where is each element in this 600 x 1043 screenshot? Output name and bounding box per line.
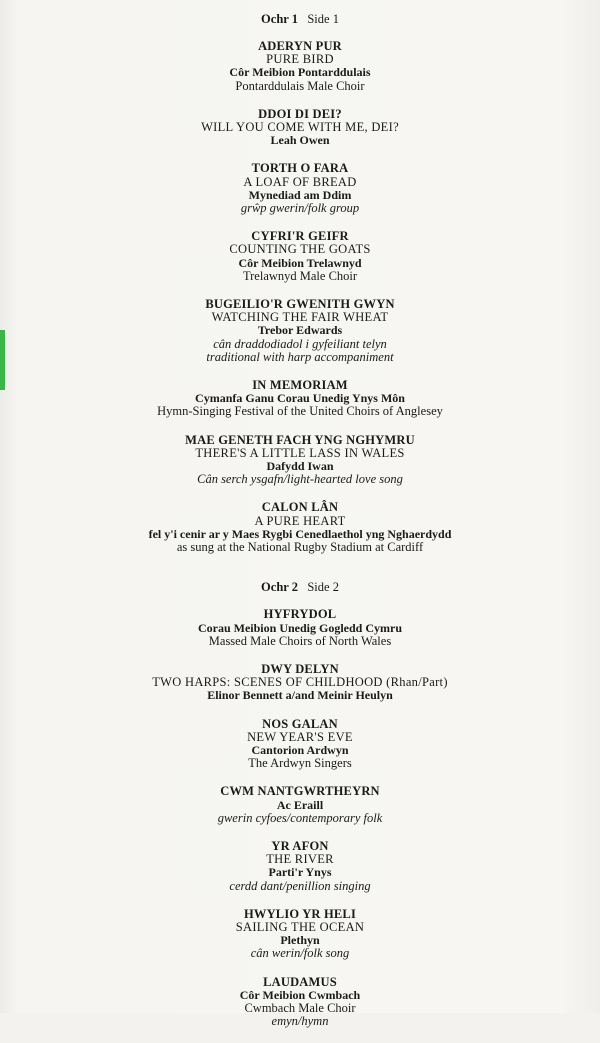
track-note: as sung at the National Rugby Stadium at Cardiff	[176, 540, 424, 555]
track-title-welsh: BUGEILIO'R GWENITH GWYN	[205, 297, 395, 312]
track-title-english: WILL YOU COME WITH ME, DEI?	[201, 120, 399, 135]
track-title-welsh: MAE GENETH FACH YNG NGHYMRU	[185, 432, 415, 447]
track-entry	[0, 40, 600, 93]
track-title-english: THERE'S A LITTLE LASS IN WALES	[195, 445, 405, 460]
track-entry	[0, 108, 600, 148]
track-note: Cwmbach Male Choir	[244, 1000, 356, 1015]
track-performer: fel y'i cenir ar y Maes Rygbi Cenedlaethol yng Nghaerdydd	[148, 526, 452, 541]
side-2-track-list	[0, 608, 600, 1028]
track-entry	[0, 379, 600, 419]
track-title-english: WATCHING THE FAIR WHEAT	[211, 310, 389, 325]
track-performer: Cymanfa Ganu Corau Unedig Ynys Môn	[195, 391, 405, 406]
track-entry	[0, 785, 600, 825]
track-title-english: COUNTING THE GOATS	[229, 242, 371, 257]
track-performer: Elinor Bennett a/and Meinir Heulyn	[207, 688, 393, 703]
track-performer: Leah Owen	[270, 133, 330, 148]
track-title-welsh: CWM NANTGWRTHEYRN	[220, 784, 380, 799]
track-note: Hymn-Singing Festival of the United Choirs of Anglesey	[157, 404, 443, 419]
track-entry	[0, 663, 600, 703]
track-performer: Mynediad am Ddim	[248, 187, 352, 202]
track-description: emyn/hymn	[271, 1014, 329, 1029]
side-1-heading-en: Side 1	[307, 12, 339, 26]
track-description: cân draddodiadol i gyfeiliant telyn	[213, 336, 387, 351]
track-title-welsh: TORTH O FARA	[251, 161, 349, 176]
track-note: Massed Male Choirs of North Wales	[208, 633, 392, 648]
side-2-heading	[0, 580, 600, 594]
track-entry	[0, 434, 600, 487]
track-note: Trelawnyd Male Choir	[242, 268, 358, 283]
track-title-english: A PURE HEART	[254, 513, 346, 528]
side-1-heading-cy: Ochr 1	[261, 12, 298, 26]
track-title-welsh: HWYLIO YR HELI	[243, 906, 357, 921]
track-title-welsh: NOS GALAN	[262, 716, 338, 731]
track-performer: Cantorion Ardwyn	[251, 742, 349, 757]
track-performer: Ac Eraill	[276, 797, 324, 812]
side-2-heading-en: Side 2	[307, 580, 339, 595]
track-title-english: PURE BIRD	[266, 52, 334, 67]
track-entry	[0, 718, 600, 771]
track-entry	[0, 908, 600, 961]
track-title-welsh: CYFRI'R GEIFR	[251, 229, 349, 244]
track-performer: Plethyn	[280, 933, 320, 948]
track-performer: Trebor Edwards	[257, 323, 343, 338]
track-performer: Côr Meibion Pontarddulais	[229, 65, 371, 80]
track-title-welsh: CALON LÂN	[261, 500, 339, 515]
track-title-welsh: DWY DELYN	[261, 661, 339, 676]
side-2-heading-cy: Ochr 2	[261, 580, 298, 595]
track-description: traditional with harp accompaniment	[206, 349, 394, 364]
track-performer: Côr Meibion Trelawnyd	[238, 255, 362, 270]
track-entry	[0, 840, 600, 893]
track-title-welsh: IN MEMORIAM	[252, 378, 348, 393]
track-title-welsh: HYFRYDOL	[263, 607, 337, 622]
track-description: Cân serch ysgafn/light-hearted love song	[197, 472, 403, 487]
track-performer: Dafydd Iwan	[266, 459, 334, 474]
track-title-welsh: YR AFON	[271, 838, 329, 853]
track-title-english: TWO HARPS: SCENES OF CHILDHOOD (Rhan/Part)	[152, 675, 448, 690]
tracklist	[0, 12, 600, 1043]
track-description: grŵp gwerin/folk group	[240, 201, 360, 216]
track-title-welsh: ADERYN PUR	[258, 39, 342, 53]
track-title-english: SAILING THE OCEAN	[235, 919, 365, 934]
track-note: The Ardwyn Singers	[248, 756, 352, 771]
track-title-english: A LOAF OF BREAD	[243, 174, 357, 189]
track-entry	[0, 608, 600, 648]
track-title-welsh: LAUDAMUS	[263, 974, 337, 989]
track-entry	[0, 976, 600, 1029]
track-entry	[0, 230, 600, 283]
track-description: cerdd dant/penillion singing	[229, 878, 371, 893]
track-performer: Corau Meibion Unedig Gogledd Cymru	[197, 620, 402, 635]
track-description: gwerin cyfoes/contemporary folk	[217, 810, 383, 825]
track-description: cân werin/folk song	[250, 946, 350, 961]
side-1-track-list	[0, 40, 600, 554]
track-entry	[0, 501, 600, 554]
track-entry	[0, 298, 600, 364]
track-title-english: NEW YEAR'S EVE	[247, 729, 353, 744]
track-entry	[0, 162, 600, 215]
track-title-welsh: DDOI DI DEI?	[258, 106, 342, 121]
track-performer: Côr Meibion Cwmbach	[239, 987, 361, 1002]
track-note: Pontarddulais Male Choir	[235, 78, 365, 93]
track-performer: Parti'r Ynys	[268, 865, 332, 880]
side-1-heading	[0, 12, 600, 26]
track-title-english: THE RIVER	[266, 852, 334, 867]
